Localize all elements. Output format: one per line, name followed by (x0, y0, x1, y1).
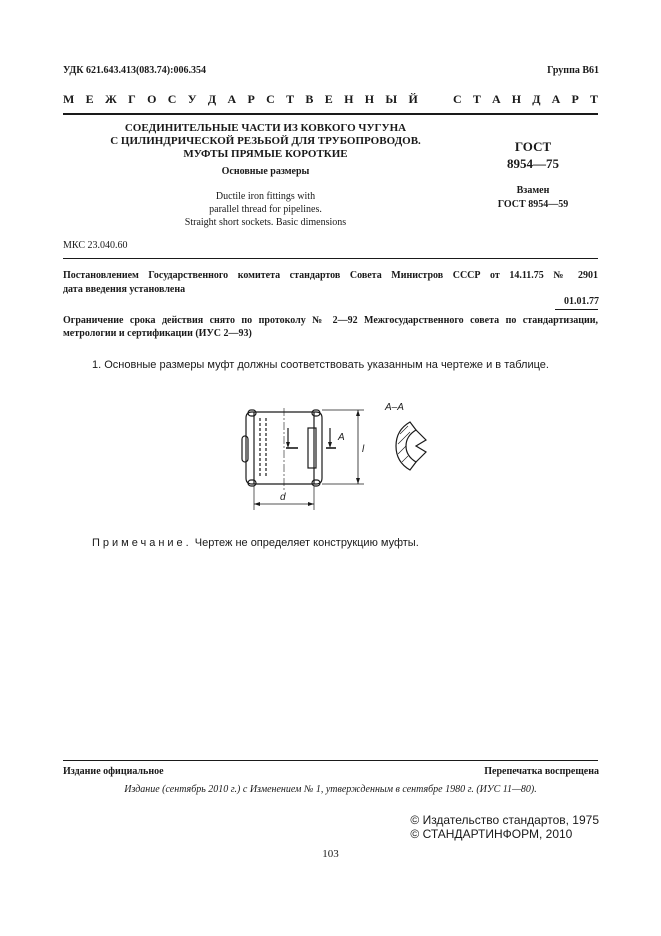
dim-d-arrow-right (308, 502, 314, 506)
banner-letter: Р (571, 92, 579, 106)
banner-letter: О (147, 92, 157, 106)
banner-letter: Т (286, 92, 295, 106)
title-subtitle: Основные размеры (221, 166, 310, 177)
gost-number-block (468, 138, 598, 172)
date-underline (555, 309, 598, 310)
left-rib (242, 436, 248, 462)
mks-rule (63, 258, 598, 259)
mks-code: МКС 23.040.60 (63, 240, 128, 251)
decree-text: Постановлением Государственного комитета стандартов Совета Министров СССР от 14.11.75 № 2901 (63, 270, 598, 281)
banner-letter: А (227, 92, 237, 106)
gost-replaces-block (468, 184, 598, 212)
replaces-standard: ГОСТ 8954—59 (497, 199, 569, 210)
banner-letter: Е (324, 92, 333, 106)
dim-d-arrow-left (254, 502, 260, 506)
reprint-forbidden: Перепечатка воспрещена (484, 766, 599, 777)
standard-banner (63, 92, 598, 107)
banner-letter: А (491, 92, 501, 106)
gost-number: 8954—75 (507, 156, 559, 171)
banner-letter: Ы (385, 92, 398, 106)
socket-drawing (230, 390, 440, 515)
clause-1: 1. Основные размеры муфт должны соответствовать указанным на чертеже и в таблице. (92, 359, 549, 371)
copyright-line-1: © Издательство стандартов, 1975 (410, 813, 599, 827)
banner-letter: С (266, 92, 275, 106)
limitation-line-2: метрологии и сертификации (ИУС 2—93) (63, 328, 252, 339)
cross-section-thread (416, 430, 426, 462)
copyright-line-2: © СТАНДАРТИНФОРМ, 2010 (410, 827, 573, 841)
banner-word-standard (453, 92, 598, 107)
banner-letter: Й (408, 92, 418, 106)
banner-letter: У (187, 92, 197, 106)
note-label: Примечание. (92, 537, 192, 549)
banner-letter: Ж (104, 92, 117, 106)
label-l: l (362, 444, 365, 455)
banner-letter: А (551, 92, 561, 106)
banner-letter: В (305, 92, 314, 106)
gost-label: ГОСТ (514, 139, 552, 154)
english-title-line-3: Straight short sockets. Basic dimensions (184, 217, 347, 228)
footer-rule (63, 760, 598, 761)
english-title-line-1: Ductile iron fittings with (215, 191, 316, 202)
banner-letter: Н (344, 92, 354, 106)
page-number: 103 (322, 848, 339, 860)
banner-word-interstate (63, 92, 418, 107)
dim-l-arrow-top (356, 410, 360, 416)
banner-letter: Т (472, 92, 481, 106)
banner-letter: Д (532, 92, 541, 106)
section-cut (308, 428, 316, 468)
banner-letter: Н (511, 92, 522, 106)
english-title-line-2: parallel thread for pipelines. (209, 204, 322, 215)
hatch-4 (402, 456, 408, 462)
banner-letter: Н (364, 92, 375, 106)
limitation-line-1: Ограничение срока действия снято по протоколу № 2—92 Межгосударственного совета по стандартизации, (63, 315, 598, 326)
hatch-3 (398, 446, 406, 454)
edition-note: Издание (сентябрь 2010 г.) с Изменением № 1, утвержденным в сентябре 1980 г. (ИУС 11—80). (124, 784, 537, 795)
banner-letter: Е (85, 92, 94, 106)
banner-letter: Р (247, 92, 255, 106)
label-d: d (280, 492, 286, 503)
banner-letter: Т (589, 92, 598, 106)
banner-letter: М (63, 92, 75, 106)
english-title (63, 190, 468, 229)
arrowhead-left (286, 442, 290, 448)
arrowhead-right (328, 442, 332, 448)
udk-code: УДК 621.643.413(083.74):006.354 (63, 65, 206, 76)
title-line-1: СОЕДИНИТЕЛЬНЫЕ ЧАСТИ ИЗ КОВКОГО ЧУГУНА (124, 122, 407, 134)
official-edition: Издание официальное (63, 766, 164, 777)
title-line-2: С ЦИЛИНДРИЧЕСКОЙ РЕЗЬБОЙ ДЛЯ ТРУБОПРОВОДОВ. (110, 135, 421, 147)
banner-letter: С (453, 92, 462, 106)
document-title (63, 122, 468, 161)
section-label: А–А (385, 402, 404, 413)
note (92, 537, 419, 549)
decree-date-label: дата введения установлена (63, 284, 186, 295)
copyright-block (410, 813, 599, 841)
replaces-label: Взамен (516, 185, 550, 196)
decree-date: 01.01.77 (564, 296, 599, 307)
banner-letter: Д (207, 92, 217, 106)
top-rule (63, 113, 598, 115)
title-line-3: МУФТЫ ПРЯМЫЕ КОРОТКИЕ (183, 148, 348, 160)
note-text: Чертеж не определяет конструкцию муфты. (194, 537, 419, 549)
dim-l-arrow-bottom (356, 478, 360, 484)
label-a: А (338, 432, 345, 443)
banner-letter: Г (128, 92, 136, 106)
banner-letter: С (167, 92, 177, 106)
group-code: Группа В61 (547, 65, 599, 76)
